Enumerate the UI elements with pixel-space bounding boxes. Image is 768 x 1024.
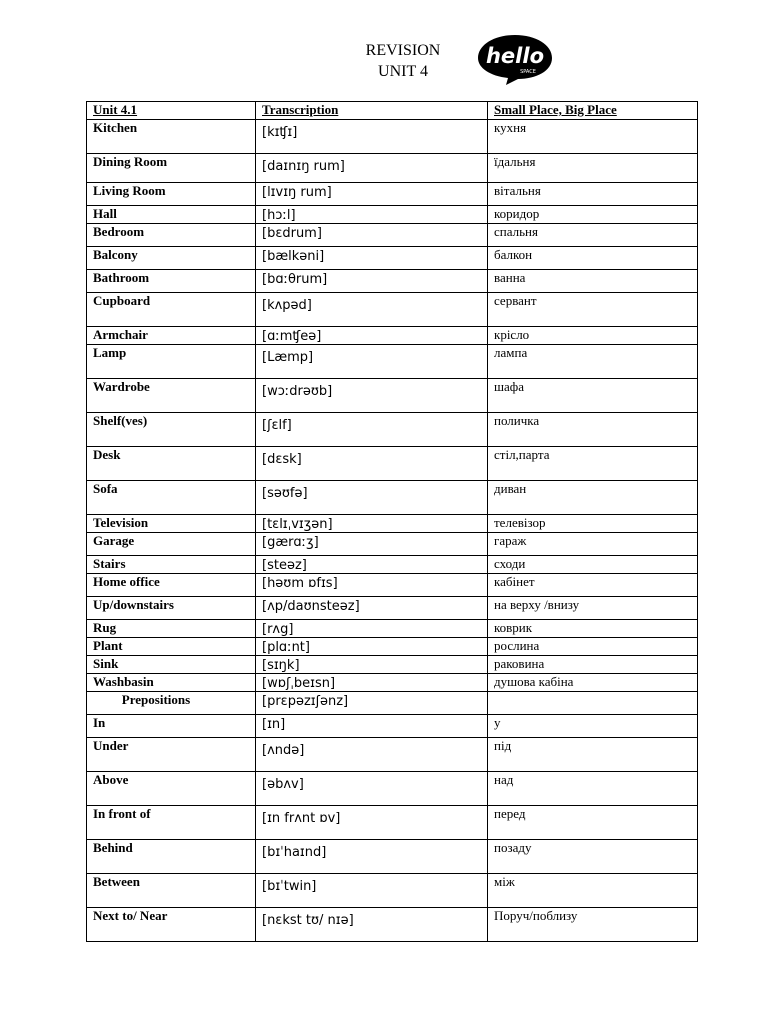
table-row: [87, 638, 698, 656]
translation-cell: у: [488, 715, 698, 738]
table-row: [87, 413, 698, 447]
table-row: [87, 515, 698, 533]
word-cell: Behind: [87, 840, 256, 874]
transcription-cell: [ʌndə]: [256, 738, 488, 772]
column-header-translation: Small Place, Big Place: [488, 102, 698, 120]
transcription-cell: [ɪn]: [256, 715, 488, 738]
transcription-cell: [rʌg]: [256, 620, 488, 638]
translation-cell: сходи: [488, 556, 698, 574]
table-row: [87, 656, 698, 674]
translation-cell: сервант: [488, 293, 698, 327]
word-cell: In front of: [87, 806, 256, 840]
word-cell: Rug: [87, 620, 256, 638]
word-cell: Shelf(ves): [87, 413, 256, 447]
table-row: [87, 327, 698, 345]
table-row: [87, 840, 698, 874]
translation-cell: душова кабіна: [488, 674, 698, 692]
word-cell: Desk: [87, 447, 256, 481]
translation-cell: позаду: [488, 840, 698, 874]
table-row: [87, 379, 698, 413]
transcription-cell: [bɑːθrum]: [256, 270, 488, 293]
translation-cell: крісло: [488, 327, 698, 345]
transcription-cell: [ʌp/daʊnsteəz]: [256, 597, 488, 620]
table-row: [87, 597, 698, 620]
translation-cell: коврик: [488, 620, 698, 638]
word-cell: Garage: [87, 533, 256, 556]
word-cell: Balcony: [87, 247, 256, 270]
transcription-cell: [prɛpəzɪʃənz]: [256, 692, 488, 715]
word-cell: Up/downstairs: [87, 597, 256, 620]
column-header-transcription: Transcription: [256, 102, 488, 120]
table-row: [87, 481, 698, 515]
translation-cell: гараж: [488, 533, 698, 556]
transcription-cell: [dɛsk]: [256, 447, 488, 481]
transcription-cell: [səʊfə]: [256, 481, 488, 515]
word-cell: Washbasin: [87, 674, 256, 692]
transcription-cell: [əbʌv]: [256, 772, 488, 806]
table-row: [87, 154, 698, 183]
word-cell: Bathroom: [87, 270, 256, 293]
translation-cell: раковина: [488, 656, 698, 674]
translation-cell: телевізор: [488, 515, 698, 533]
translation-cell: балкон: [488, 247, 698, 270]
translation-cell: стіл,парта: [488, 447, 698, 481]
word-cell: Next to/ Near: [87, 908, 256, 942]
transcription-cell: [bɪˈtwin]: [256, 874, 488, 908]
vocabulary-table: [86, 101, 698, 942]
table-row: [87, 620, 698, 638]
translation-cell: шафа: [488, 379, 698, 413]
logo-text: hello: [485, 44, 545, 68]
translation-cell: поличка: [488, 413, 698, 447]
word-cell: Plant: [87, 638, 256, 656]
table-header-row: [87, 102, 698, 120]
transcription-cell: [həʊm ɒfɪs]: [256, 574, 488, 597]
table-row: [87, 270, 698, 293]
translation-cell: лампа: [488, 345, 698, 379]
table-row: [87, 224, 698, 247]
transcription-cell: [nɛkst tʊ/ nɪə]: [256, 908, 488, 942]
transcription-cell: [ɑːmʧeə]: [256, 327, 488, 345]
table-row: [87, 293, 698, 327]
section-title: Prepositions: [87, 692, 256, 715]
word-cell: Stairs: [87, 556, 256, 574]
word-cell: Sofa: [87, 481, 256, 515]
word-cell: Kitchen: [87, 120, 256, 154]
title-revision: REVISION: [365, 42, 441, 59]
translation-cell: під: [488, 738, 698, 772]
translation-cell: спальня: [488, 224, 698, 247]
table-row: [87, 874, 698, 908]
column-header-unit: Unit 4.1: [87, 102, 256, 120]
speech-bubble-logo-icon: [476, 33, 554, 85]
transcription-cell: [daɪnɪŋ rum]: [256, 154, 488, 183]
table-row: [87, 183, 698, 206]
transcription-cell: [bɪˈhaɪnd]: [256, 840, 488, 874]
translation-cell: рослина: [488, 638, 698, 656]
word-cell: Hall: [87, 206, 256, 224]
transcription-cell: [bɛdrum]: [256, 224, 488, 247]
logo-subtext: SPACE: [520, 69, 536, 75]
word-cell: Cupboard: [87, 293, 256, 327]
word-cell: Above: [87, 772, 256, 806]
page-header: [0, 40, 768, 82]
translation-cell: Поруч/поблизу: [488, 908, 698, 942]
transcription-cell: [ɪn frʌnt ɒv]: [256, 806, 488, 840]
table-row: [87, 120, 698, 154]
table-row: [87, 345, 698, 379]
table-row: [87, 533, 698, 556]
word-cell: Bedroom: [87, 224, 256, 247]
table-row: [87, 247, 698, 270]
translation-cell: ванна: [488, 270, 698, 293]
translation-cell: вітальня: [488, 183, 698, 206]
word-cell: Television: [87, 515, 256, 533]
word-cell: Between: [87, 874, 256, 908]
word-cell: Armchair: [87, 327, 256, 345]
translation-cell: їдальня: [488, 154, 698, 183]
transcription-cell: [bælkəni]: [256, 247, 488, 270]
translation-cell: перед: [488, 806, 698, 840]
section-row: [87, 692, 698, 715]
transcription-cell: [kʌpəd]: [256, 293, 488, 327]
word-cell: Lamp: [87, 345, 256, 379]
transcription-cell: [tɛlɪˌvɪʒən]: [256, 515, 488, 533]
word-cell: Under: [87, 738, 256, 772]
transcription-cell: [steəz]: [256, 556, 488, 574]
table-row: [87, 556, 698, 574]
word-cell: Dining Room: [87, 154, 256, 183]
transcription-cell: [lɪvɪŋ rum]: [256, 183, 488, 206]
word-cell: Wardrobe: [87, 379, 256, 413]
word-cell: Sink: [87, 656, 256, 674]
transcription-cell: [ʃɛlf]: [256, 413, 488, 447]
translation-cell: кухня: [488, 120, 698, 154]
transcription-cell: [hɔːl]: [256, 206, 488, 224]
translation-cell: кабінет: [488, 574, 698, 597]
table-row: [87, 908, 698, 942]
translation-cell: коридор: [488, 206, 698, 224]
table-row: [87, 206, 698, 224]
transcription-cell: [plɑːnt]: [256, 638, 488, 656]
translation-cell: на верху /внизу: [488, 597, 698, 620]
table-row: [87, 772, 698, 806]
translation-cell: диван: [488, 481, 698, 515]
translation-cell: над: [488, 772, 698, 806]
table-row: [87, 715, 698, 738]
table-row: [87, 806, 698, 840]
transcription-cell: [gærɑːʒ]: [256, 533, 488, 556]
word-cell: Living Room: [87, 183, 256, 206]
word-cell: In: [87, 715, 256, 738]
table-row: [87, 738, 698, 772]
translation-cell: між: [488, 874, 698, 908]
transcription-cell: [sɪŋk]: [256, 656, 488, 674]
table-row: [87, 674, 698, 692]
translation-cell: [488, 692, 698, 715]
word-cell: Home office: [87, 574, 256, 597]
hello-space-logo: [476, 33, 554, 85]
table-row: [87, 447, 698, 481]
title-unit: UNIT 4: [378, 63, 428, 80]
table-row: [87, 574, 698, 597]
transcription-cell: [Læmp]: [256, 345, 488, 379]
transcription-cell: [wɔːdrəʊb]: [256, 379, 488, 413]
transcription-cell: [wɒʃˌbeɪsn]: [256, 674, 488, 692]
transcription-cell: [kɪʧɪ]: [256, 120, 488, 154]
